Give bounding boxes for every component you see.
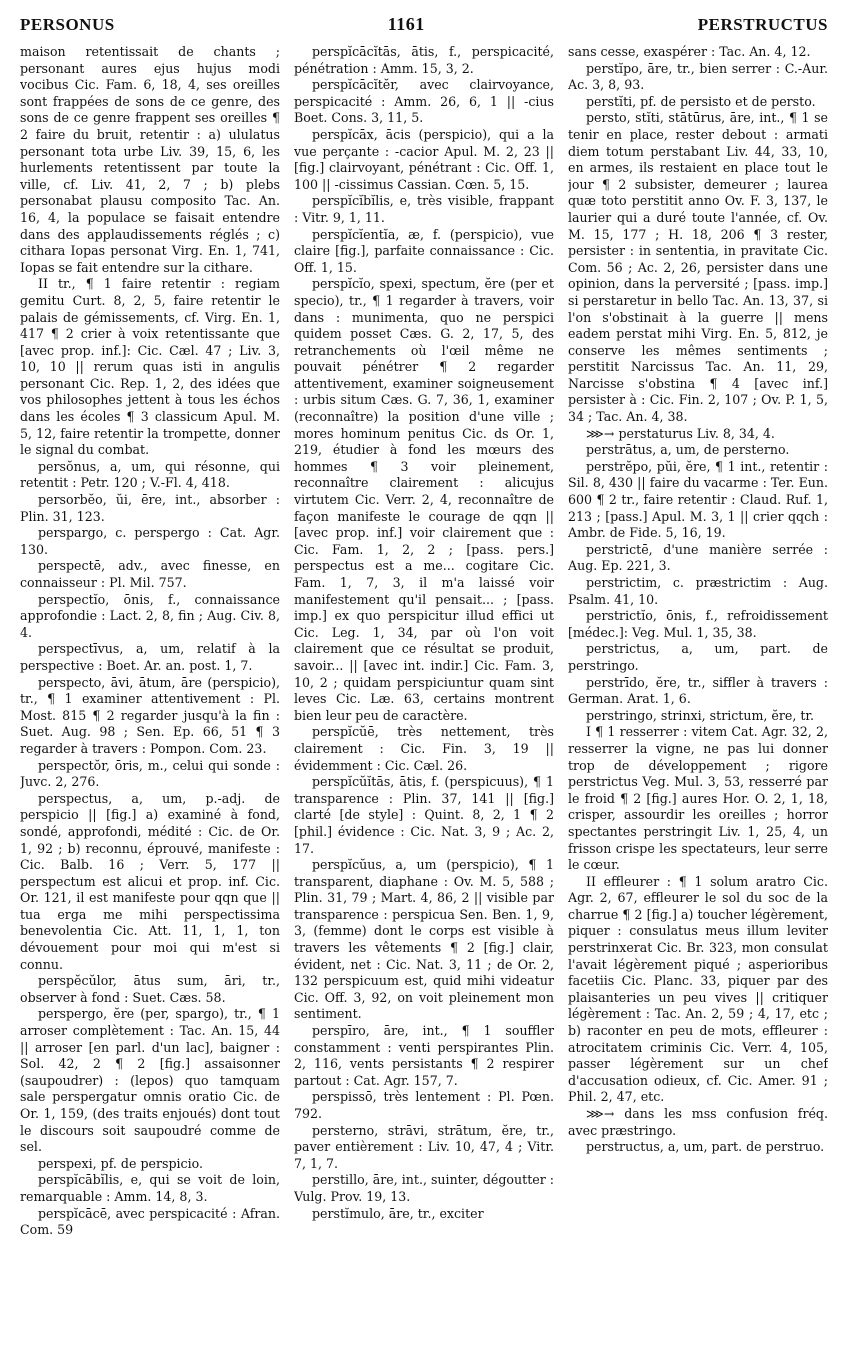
dictionary-entry: perspectŏr, ōris, m., celui qui sonde : Juvc. 2, 276. xyxy=(20,757,280,790)
dictionary-entry: ⋙→ dans les mss confusion fréq. avec præstringo. xyxy=(568,1106,828,1138)
page-number: 1161 xyxy=(387,14,425,34)
running-header xyxy=(20,14,828,44)
dictionary-entry: perspĭcācē, avec perspicacité : Afran. Com. 59 xyxy=(20,1205,280,1238)
column-left xyxy=(20,44,280,1354)
dictionary-entry: perspĭcŭĭtās, ātis, f. (perspicuus), ¶ 1 transparence : Plin. 37, 141 || [fig.] clarté [de style] : Quint. 8, 2, 1 ¶ 2 [phil.] évidence : Cic. Nat. 3, 9 ; Ac. 2, 17. xyxy=(294,774,554,856)
dictionary-entry: perstrātus, a, um, de persterno. xyxy=(586,442,790,458)
dictionary-entry: perstrĕpo, pŭi, ĕre, ¶ 1 int., retentir : Sil. 8, 430 || faire du vacarme : Ter. Eun. 600 ¶ 2 tr., faire retentir : Claud. Ruf. 1, 213 ; [pass.] Apul. M. 3, 1 || crier qqch : Ambr. de Fide. 5, 16, 19. xyxy=(568,458,828,541)
dictionary-entry: perspergo, ĕre (per, spargo), tr., ¶ 1 arroser complètement : Tac. An. 15, 44 || arroser [en parl. d'un lac], baigner : Sol. 42, 2 ¶ 2 [fig.] assaisonner (saupoudrer) : (lepos) quo tamquam sale perspergatur omnis oratio Cic. de Or. 1, 159, (des traits enjoués) dont tout le discours soit saupoudré comme de sel. xyxy=(20,1006,280,1155)
dictionary-entry: persorbĕo, ŭi, ēre, int., absorber : Plin. 31, 123. xyxy=(20,492,280,524)
dictionary-entry: perspĭcābĭlis, e, qui se voit de loin, remarquable : Amm. 14, 8, 3. xyxy=(20,1172,280,1204)
dictionary-entry: persŏnus, a, um, qui résonne, qui retentit : Petr. 120 ; V.-Fl. 4, 418. xyxy=(20,458,280,491)
header-left-guide-word: PERSONUS xyxy=(20,15,115,34)
dictionary-entry: perstĭmulo, āre, tr., exciter xyxy=(312,1205,484,1221)
dictionary-entry: ⋙→ perstaturus Liv. 8, 34, 4. xyxy=(586,425,775,441)
dictionary-entry: perspĕcŭlor, ātus sum, āri, tr., observer à fond : Suet. Cæs. 58. xyxy=(20,973,280,1005)
dictionary-entry: perstĭti, pf. de persisto et de persto. xyxy=(586,93,816,109)
dictionary-entry: perspĭcŭē, très nettement, très clairement : Cic. Fin. 3, 19 || évidemment : Cic. Cæl. 26. xyxy=(294,724,554,773)
dictionary-entry: persterno, strāvi, strātum, ĕre, tr., paver entièrement : Liv. 10, 47, 4 ; Vitr. 7, 1, 7. xyxy=(294,1122,554,1171)
header-right-guide-word: PERSTRUCTUS xyxy=(697,15,828,34)
dictionary-entry: I ¶ 1 resserrer : vitem Cat. Agr. 32, 2, resserrer la vigne, ne pas lui donner trop de développement ; rigore perstrictus Veg. Mul. 3, 53, resserré par le froid ¶ 2 [fig.] aures Hor. O. 2, 1, 18, crisper, assourdir les oreilles ; horror spectantes perstringit Liv. 1, 25, 4, un frisson crispe les spectateurs, leur serre le cœur. xyxy=(568,724,828,873)
dictionary-entry: perspĭcŭus, a, um (perspicio), ¶ 1 transparent, diaphane : Ov. M. 5, 588 ; Plin. 31, 79 ; Mart. 4, 86, 2 || visible par transparence : perspicua Sen. Ben. 1, 9, 3, (femme) dont le corps est visible à travers les vêtements ¶ 2 [fig.] clair, évident, net : Cic. Nat. 3, 11 ; de Or. 2, 132 perspicuum est, quid mihi videatur Cic. Off. 3, 92, on voit pleinement mon sentiment. xyxy=(294,857,554,1022)
dictionary-entry: II effleurer : ¶ 1 solum aratro Cic. Agr. 2, 67, effleurer le sol du soc de la charrue ¶ 2 [fig.] a) toucher légèrement, piquer : consulatus meus illum leviter perstrinxerat Cic. Br. 323, mon consulat l'avait légèrement piqué ; asperioribus facetiis Cic. Planc. 33, piquer par des plaisanteries un peu vives || critiquer légèrement : Tac. An. 2, 59 ; 4, 17, etc ; b) raconter en peu de mots, effleurer : atrocitatem criminis Cic. Verr. 4, 105, passer légèrement sur un chef d'accusation odieux, cf. Cic. Amer. 91 ; Phil. 2, 47, etc. xyxy=(568,873,828,1105)
dictionary-entry: perspexi, pf. de perspicio. xyxy=(38,1155,203,1171)
dictionary-entry: perstructus, a, um, part. de perstruo. xyxy=(586,1139,825,1155)
dictionary-entry: perstrictĭo, ōnis, f., refroidissement [médec.]: Veg. Mul. 1, 35, 38. xyxy=(568,608,828,640)
dictionary-entry: II tr., ¶ 1 faire retentir : regiam gemitu Curt. 8, 2, 5, faire retentir le palais de gémissements, cf. Virg. En. 1, 417 ¶ 2 crier à voix retentissante que [avec prop. inf.]: Cic. Cæl. 47 ; Liv. 3, 10, 10 || rerum quas isti in angulis personant Cic. Rep. 1, 2, des idées que vos philosophes jettent à tous les échos dans les écoles ¶ 3 classicum Apul. M. 5, 12, faire retentir la trompette, donner le signal du combat. xyxy=(20,276,280,458)
column-middle xyxy=(294,44,554,1354)
dictionary-entry: perspectīvus, a, um, relatif à la perspective : Boet. Ar. an. post. 1, 7. xyxy=(20,641,280,673)
dictionary-entry: perstringo, strinxi, strictum, ĕre, tr. xyxy=(586,707,815,723)
dictionary-entry: perspĭcĭo, spexi, spectum, ĕre (per et specio), tr., ¶ 1 regarder à travers, voir dans : munimenta, quo ne perspici quidem posset Cæs. G. 2, 17, 5, des retranchements où l'œil même ne pouvait pénétrer ¶ 2 regarder attentivement, examiner soigneusement : urbis situm Cæs. G. 7, 36, 1, examiner (reconnaître) la position d'une ville ; mores hominum penitus Cic. ds Or. 1, 219, étudier à fond les mœurs des hommes ¶ 3 voir pleinement, reconnaître clairement : alicujus virtutem Cic. Verr. 2, 4, reconnaître de façon manifeste le courage de qqn || [avec prop. inf.] voir clairement que : Cic. Fam. 1, 2, 2 ; [pass. pers.] perspectus est a me... cogitare Cic. Fam. 1, 7, 3, il m'a laissé voir manifestement qu'il pensait... ; [pass. imp.] ex quo perspicitur illud effici ut Cic. Leg. 1, 34, par où l'on voit clairement que ce résultat se produit, savoir... || [avec int. indir.] Cic. Fam. 3, 10, 2 ; quidam perspiciuntur quam sint leves Cic. Læ. 63, certains montrent bien leur peu de caractère. xyxy=(294,276,554,723)
dictionary-entry: maison retentissait de chants ; personant aures ejus hujus modi vocibus Cic. Fam. 6, 18, 4, ses oreilles sont frappées de sons de ce genre, des sons de ce genre frappent ses oreilles ¶ 2 faire du bruit, retentir : a) ululatus personant tota urbe Liv. 39, 15, 6, les hurlements retentissent par toute la ville, cf. Liv. 41, 2, 7 ; b) plebs personabat plausu composito Tac. An. 16, 4, la populace se faisait entendre dans des applaudissements réglés ; c) cithara Iopas personat Virg. En. 1, 741, Iopas se fait entendre sur la cithare. xyxy=(20,44,280,275)
dictionary-entry: perstillo, āre, int., suinter, dégoutter : Vulg. Prov. 19, 13. xyxy=(294,1172,554,1204)
dictionary-entry: perspectus, a, um, p.-adj. de perspicio || [fig.] a) examiné à fond, sondé, approfondi, médité : Cic. de Or. 1, 92 ; b) reconnu, éprouvé, manifeste : Cic. Balb. 16 ; Verr. 5, 177 || perspectum est alicui et prop. inf. Cic. Or. 121, il est manifeste pour qqn que || tua erga me mihi perspectissima benevolentia Cic. Att. 11, 1, 1, ton dévouement pour moi qui m'est si connu. xyxy=(20,790,280,972)
dictionary-entry: perspecto, āvi, ātum, āre (perspicio), tr., ¶ 1 examiner attentivement : Pl. Most. 815 ¶ 2 regarder jusqu'à la fin : Suet. Aug. 98 ; Sen. Ep. 66, 51 ¶ 3 regarder à travers : Pompon. Com. 23. xyxy=(20,674,280,756)
dictionary-entry: perstrictim, c. præstrictim : Aug. Psalm. 41, 10. xyxy=(568,575,828,607)
dictionary-entry: perspectē, adv., avec finesse, en connaisseur : Pl. Mil. 757. xyxy=(20,558,280,590)
dictionary-entry: perspectĭo, ōnis, f., connaissance approfondie : Lact. 2, 8, fin ; Aug. Civ. 8, 4. xyxy=(20,591,280,640)
dictionary-entry: perspĭcācĭtĕr, avec clairvoyance, perspicacité : Amm. 26, 6, 1 || -cius Boet. Cons. 3, 11, 5. xyxy=(294,77,554,126)
dictionary-entry: perstrictē, d'une manière serrée : Aug. Ep. 221, 3. xyxy=(568,541,828,574)
dictionary-entry: perspĭcācĭtās, ātis, f., perspicacité, pénétration : Amm. 15, 3, 2. xyxy=(294,44,554,76)
dictionary-entry: perspĭcĭentĭa, æ, f. (perspicio), vue claire [fig.], parfaite connaissance : Cic. Off. 1, 15. xyxy=(294,226,554,275)
dictionary-entry: perstrīdo, ĕre, tr., siffler à travers : German. Arat. 1, 6. xyxy=(568,674,828,707)
dictionary-entry: perstrictus, a, um, part. de perstringo. xyxy=(568,641,828,673)
dictionary-entry: perspargo, c. perspergo : Cat. Agr. 130. xyxy=(20,525,280,557)
dictionary-entry: perstĭpo, āre, tr., bien serrer : C.-Aur. Ac. 3, 8, 93. xyxy=(568,60,828,93)
dictionary-entry: perspīro, āre, int., ¶ 1 souffler constamment : venti perspirantes Plin. 2, 116, vents persistants ¶ 2 respirer partout : Cat. Agr. 157, 7. xyxy=(294,1023,554,1088)
dictionary-entry: persto, stĭti, stātūrus, āre, int., ¶ 1 se tenir en place, rester debout : armati diem totum perstabant Liv. 44, 33, 10, en armes, ils restaient en place tout le jour ¶ 2 subsister, demeurer ; laurea quæ toto perstitit anno Ov. F. 3, 137, le laurier qui a duré toute l'année, cf. Ov. M. 15, 177 ; H. 18, 206 ¶ 3 rester, persister : in sententia, in pravitate Cic. Com. 56 ; Ac. 2, 26, persister dans une opinion, dans la perversité ; [pass. imp.] si perstaretur in bello Tac. An. 13, 37, si l'on s'obstinait à la guerre || mens eadem perstat mihi Virg. En. 5, 812, je conserve les mêmes sentiments ; perstitit Narcissus Tac. An. 11, 29, Narcisse s'obstina ¶ 4 [avec inf.] persister à : Cic. Fin. 2, 107 ; Ov. P. 1, 5, 34 ; Tac. An. 4, 38. xyxy=(568,110,828,425)
dictionary-entry: perspĭcāx, ācis (perspicio), qui a la vue perçante : -cacior Apul. M. 2, 23 || [fig.] clairvoyant, pénétrant : Cic. Off. 1, 100 || -cissimus Cassian. Cœn. 5, 15. xyxy=(294,126,554,192)
dictionary-entry: perspissō, très lentement : Pl. Pœn. 792. xyxy=(294,1089,554,1121)
column-right xyxy=(568,44,828,1354)
text-columns xyxy=(20,44,828,1354)
dictionary-entry: perspĭcĭbĭlis, e, très visible, frappant : Vitr. 9, 1, 11. xyxy=(294,193,554,225)
dictionary-entry: sans cesse, exaspérer : Tac. An. 4, 12. xyxy=(568,44,811,59)
